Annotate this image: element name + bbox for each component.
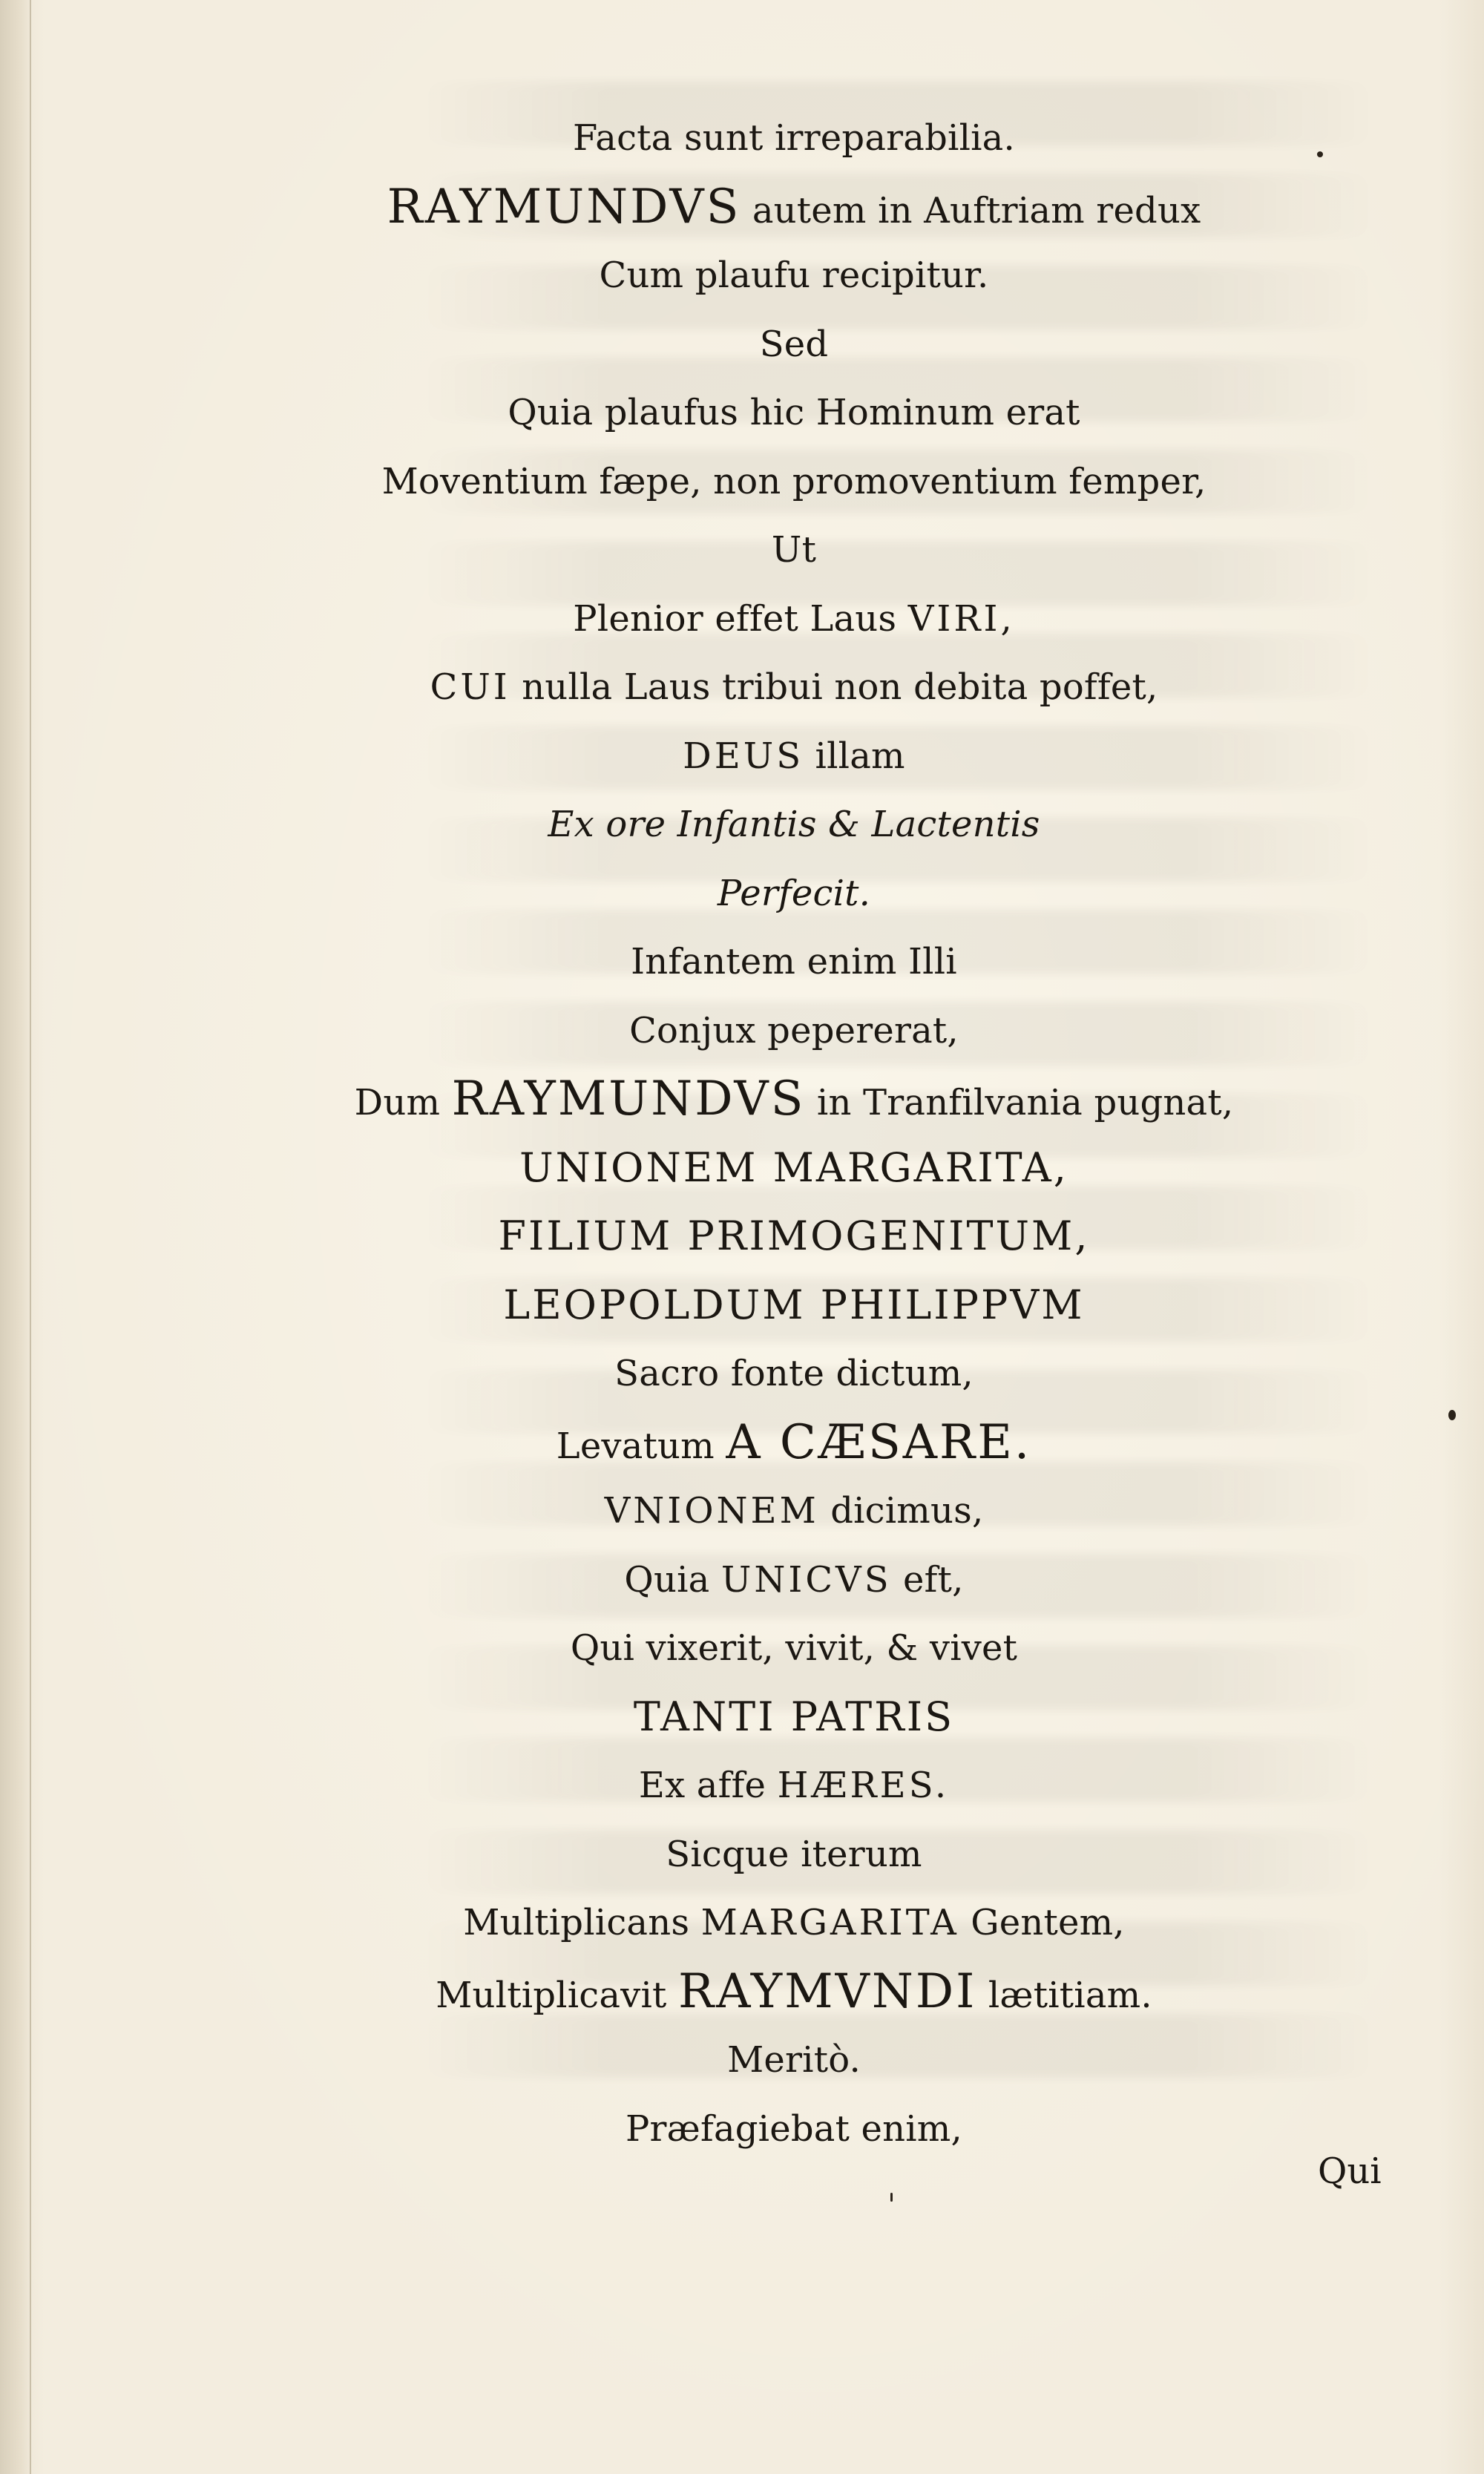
catchword: Qui (1318, 2150, 1382, 2192)
text-line (252, 1477, 1336, 1546)
text-line (252, 997, 1336, 1066)
text-segment: Facta sunt irreparabilia. (573, 117, 1015, 159)
text-segment: Perfecit. (717, 872, 871, 914)
page-gutter (0, 0, 31, 2474)
text-line (252, 516, 1336, 585)
text-line (252, 310, 1336, 379)
text-segment: Sed (759, 323, 829, 365)
text-segment: Præfagiebat enim, (626, 2107, 962, 2150)
text-line (252, 1408, 1336, 1477)
text-segment: DEUS (683, 735, 804, 777)
text-segment: Ut (771, 529, 817, 571)
text-segment: Multiplicavit (436, 1974, 678, 2016)
text-line (252, 2095, 1336, 2164)
text-line (252, 1683, 1336, 1752)
text-segment: Qui vixerit, vivit, & vivet (570, 1627, 1018, 1669)
text-line (252, 1065, 1336, 1134)
page-text (252, 104, 1336, 2163)
text-segment: illam (804, 735, 905, 777)
text-line (252, 1958, 1336, 2027)
text-line (252, 585, 1336, 654)
text-segment: Ex ore Infantis & Lactentis (548, 804, 1040, 845)
text-segment: Infantem enim Illi (631, 941, 957, 982)
text-segment: Gentem, (959, 1902, 1125, 1943)
text-segment: nulla Laus tribui non debita poffet, (510, 666, 1158, 708)
text-segment: Levatum (556, 1425, 726, 1467)
text-segment: Conjux pepererat, (629, 1009, 959, 1051)
text-segment: in Tranfilvania pugnat, (805, 1082, 1234, 1123)
text-segment: eft, (891, 1558, 964, 1601)
text-line (252, 241, 1336, 310)
text-segment: A CÆSARE. (726, 1414, 1032, 1470)
text-line (252, 1339, 1336, 1408)
text-segment: UNIONEM MARGARITA, (519, 1144, 1068, 1191)
text-segment: Quia (624, 1558, 721, 1601)
text-line (252, 378, 1336, 447)
text-line (252, 1614, 1336, 1683)
text-segment: HÆRES. (777, 1765, 950, 1806)
text-segment: Ex affe (638, 1765, 778, 1806)
ink-speck (1317, 151, 1323, 157)
text-line (252, 790, 1336, 859)
text-line (252, 1889, 1336, 1958)
text-segment: TANTI PATRIS (633, 1693, 955, 1740)
text-line (252, 447, 1336, 516)
text-segment: autem in Auftriam redux (741, 189, 1201, 232)
text-line (252, 173, 1336, 242)
text-segment: Sacro fonte dictum, (614, 1353, 974, 1394)
text-segment: Dum (354, 1082, 452, 1123)
text-segment: Plenior effet Laus (573, 597, 908, 640)
text-segment: Quia plaufus hic Hominum erat (508, 392, 1080, 433)
ink-speck (890, 2193, 893, 2202)
text-segment: lætitiam. (976, 1974, 1152, 2016)
text-segment: MARGARITA (700, 1902, 959, 1943)
text-line (252, 1134, 1336, 1203)
text-segment: VNIONEM (604, 1490, 819, 1532)
text-segment: RAYMUNDVS (387, 179, 741, 234)
text-segment: LEOPOLDUM PHILIPPVM (503, 1281, 1085, 1328)
text-line (252, 1271, 1336, 1340)
text-segment: Multiplicans (463, 1902, 701, 1943)
text-segment: dicimus, (818, 1490, 984, 1532)
text-line (252, 2026, 1336, 2095)
text-line (252, 1820, 1336, 1889)
text-line (252, 722, 1336, 791)
text-line (252, 104, 1336, 173)
text-line (252, 1546, 1336, 1615)
text-line (252, 928, 1336, 997)
text-segment: VIRI, (907, 597, 1015, 640)
text-segment: RAYMUNDVS (451, 1072, 806, 1126)
ink-speck (1448, 1410, 1456, 1420)
text-segment: Sicque iterum (666, 1833, 922, 1875)
text-segment: Cum plaufu recipitur. (599, 255, 989, 296)
text-segment: Moventium fæpe, non promoventium femper, (381, 460, 1206, 502)
text-segment: RAYMVNDI (678, 1963, 977, 2019)
text-line (252, 653, 1336, 722)
text-segment: CUI (430, 666, 510, 708)
text-segment: FILIUM PRIMOGENITUM, (498, 1213, 1090, 1259)
text-segment: Meritò. (727, 2039, 861, 2081)
binding-edge (30, 0, 31, 2474)
text-line (252, 859, 1336, 928)
text-line (252, 1202, 1336, 1271)
text-segment: UNICVS (720, 1558, 892, 1601)
text-line (252, 1751, 1336, 1820)
